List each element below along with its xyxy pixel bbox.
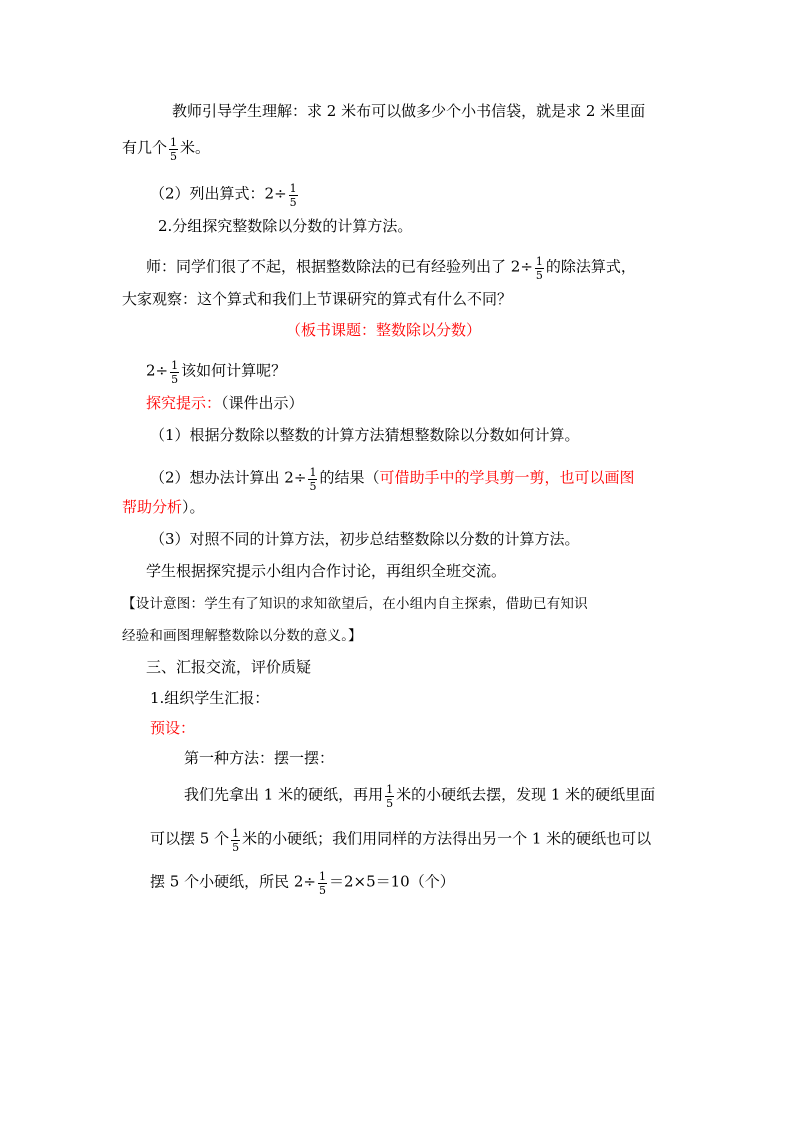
group-discussion-line: 学生根据探究提示小组内合作讨论，再组织全班交流。 xyxy=(146,562,507,580)
method-1-line-3: 摆 5 个小硬纸，所民 2÷ $\frac{1}{5}$ ＝2×5＝10（个） xyxy=(150,870,455,897)
intro-line-1: 教师引导学生理解：求 2 米布可以做多少个小书信袋，就是求 2 米里面 xyxy=(172,102,646,120)
equation-line: （2）列出算式：2÷ $\frac{1}{5}$ xyxy=(150,182,297,209)
fraction-one-fifth: $\frac{1}{5}$ xyxy=(289,182,297,209)
fraction-one-fifth: $\frac{1}{5}$ xyxy=(171,359,179,386)
hint-step-2-cont: 帮助分析）。 xyxy=(122,498,205,516)
teacher-line-1: 师：同学们很了不起，根据整数除法的已有经验列出了 2÷ $\frac{1}{5}$ 的除法算式， xyxy=(146,255,636,282)
preset-label: 预设： xyxy=(150,719,196,737)
board-title: （板书课题：整数除以分数） xyxy=(286,321,482,339)
teacher-line-2: 大家观察：这个算式和我们上节课研究的算式有什么不同？ xyxy=(122,290,513,308)
hint-step-2: （2）想办法计算出 2÷ $\frac{1}{5}$ 的结果（可借助手中的学具剪一剪，也可以画图 xyxy=(150,466,635,493)
question-line: 2÷ $\frac{1}{5}$ 该如何计算呢？ xyxy=(146,359,287,386)
section-heading-2: 2.分组探究整数除以分数的计算方法。 xyxy=(158,217,413,235)
fraction-one-fifth: $\frac{1}{5}$ xyxy=(535,255,543,282)
method-1-heading: 第一种方法：摆一摆： xyxy=(184,749,335,767)
fraction-one-fifth: $\frac{1}{5}$ xyxy=(170,136,178,163)
intro-line-2: 有几个 $\frac{1}{5}$ 米。 xyxy=(122,136,211,163)
design-intent-line-1: 【设计意图：学生有了知识的求知欲望后，在小组内自主探索，借助已有知识 xyxy=(122,596,588,612)
method-1-line-1: 我们先拿出 1 米的硬纸，再用 $\frac{1}{5}$ 米的小硬纸去摆，发现 1 米的硬纸里面 xyxy=(184,783,656,810)
report-line: 1.组织学生汇报： xyxy=(150,689,270,707)
hint-line: 探究提示：（课件出示） xyxy=(146,394,304,412)
fraction-one-fifth: $\frac{1}{5}$ xyxy=(386,783,394,810)
method-1-line-2: 可以摆 5 个 $\frac{1}{5}$ 米的小硬纸；我们用同样的方法得出另一个 1 米的硬纸也可以 xyxy=(150,827,652,854)
hint-step-3: （3）对照不同的计算方法，初步总结整数除以分数的计算方法。 xyxy=(150,530,580,548)
section-heading-3: 三、汇报交流，评价质疑 xyxy=(146,658,312,676)
fraction-one-fifth: $\frac{1}{5}$ xyxy=(232,827,240,854)
design-intent-line-2: 经验和画图理解整数除以分数的意义。】 xyxy=(122,628,362,644)
hint-step-1: （1）根据分数除以整数的计算方法猜想整数除以分数如何计算。 xyxy=(150,426,580,444)
fraction-one-fifth: $\frac{1}{5}$ xyxy=(318,870,326,897)
fraction-one-fifth: $\frac{1}{5}$ xyxy=(309,466,317,493)
